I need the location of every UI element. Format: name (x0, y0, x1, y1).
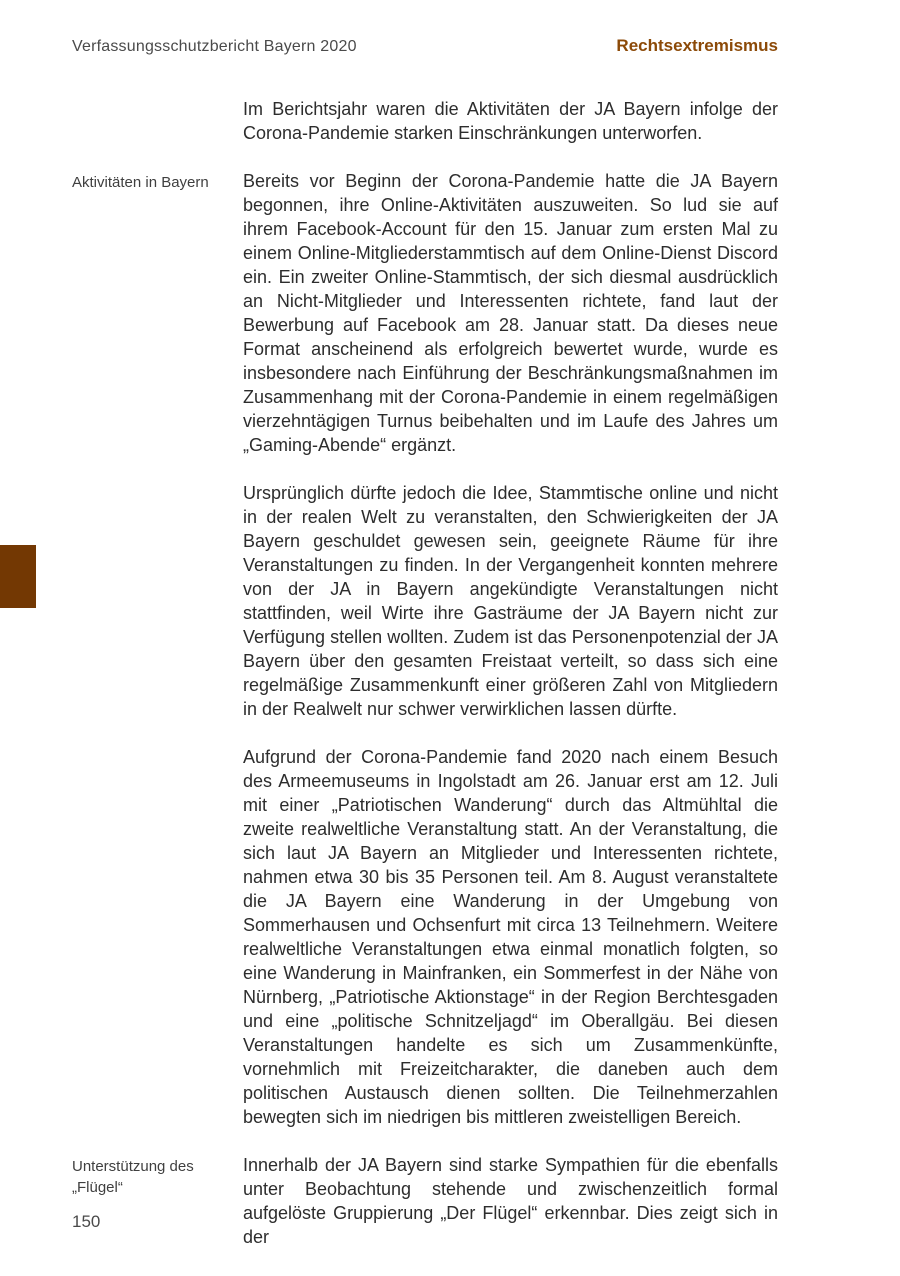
margin-label (72, 745, 243, 1153)
margin-label-fluegel: Unterstützung des „Flügel“ (72, 1158, 194, 1196)
paragraph-block (72, 1153, 778, 1249)
running-header-right: Rechtsextremismus (616, 36, 778, 55)
body-paragraph: Im Berichtsjahr waren die Aktivitäten der JA Bayern infolge der Corona-Pandemie starken Einschränkungen unterworfen. (243, 99, 778, 143)
chapter-tab-marker (0, 545, 36, 608)
running-header (72, 36, 778, 56)
page-body (72, 97, 778, 1249)
paragraph-block (72, 169, 778, 481)
body-paragraph: Ursprünglich dürfte jedoch die Idee, Stammtische online und nicht in der realen Welt zu veranstalten, den Schwierigkeiten der JA Bayern geschuldet gewesen sein, geeignete Räume für ihre Veranstaltungen zu finden. In der Vergangenheit konnten mehrere von der JA in Bayern angekündigte Veranstaltungen nicht stattfinden, weil Wirte ihre Gasträume der JA Bayern nicht zur Verfügung stellen wollten. Zudem ist das Personenpotenzial der JA Bayern über den gesamten Freistaat verteilt, so dass sich eine regelmäßige Zusammenkunft einer größeren Zahl von Mitgliedern in der Realwelt nur schwer verwirklichen lassen dürfte. (243, 483, 778, 719)
paragraph-block (72, 97, 778, 169)
running-header-left: Verfassungsschutzbericht Bayern 2020 (72, 38, 357, 55)
margin-label (72, 481, 243, 745)
margin-label-aktivitaeten: Aktivitäten in Bayern (72, 174, 209, 191)
body-paragraph: Innerhalb der JA Bayern sind starke Sympathien für die ebenfalls unter Beobachtung stehende und zwischenzeitlich formal aufgelöste Gruppierung „Der Flügel“ erkennbar. Dies zeigt sich in der (243, 1155, 778, 1247)
paragraph-block (72, 481, 778, 745)
paragraph-block (72, 745, 778, 1153)
page-number: 150 (72, 1212, 101, 1231)
body-paragraph: Aufgrund der Corona-Pandemie fand 2020 nach einem Besuch des Armeemuseums in Ingolstadt am 26. Januar erst am 12. Juli mit einer „Patriotischen Wanderung“ durch das Altmühltal die zweite realweltliche Veranstaltung statt. An der Veranstaltung, die sich laut JA Bayern an Mitglieder und Interessenten richtete, nahmen etwa 30 bis 35 Personen teil. Am 8. August veranstaltete die JA Bayern eine Wanderung in der Umgebung von Sommerhausen und Ochsenfurt mit circa 13 Teilnehmern. Weitere realweltliche Veranstaltungen etwa einmal monatlich folgten, so eine Wanderung in Mainfranken, ein Sommerfest in der Nähe von Nürnberg, „Patriotische Aktionstage“ in der Region Berchtesgaden und eine „politische Schnitzeljagd“ im Oberallgäu. Bei diesen Veranstaltungen handelte es sich um Zusammenkünfte, vornehmlich mit Freizeitcharakter, die daneben auch dem politischen Austausch dienen sollten. Die Teilnehmerzahlen bewegten sich im niedrigen bis mittleren zweistelligen Bereich. (243, 747, 778, 1127)
body-paragraph: Bereits vor Beginn der Corona-Pandemie hatte die JA Bayern begonnen, ihre Online-Aktivitäten auszuweiten. So lud sie auf ihrem Facebook-Account für den 15. Januar zum ersten Mal zu einem Online-Mitgliederstammtisch auf dem Online-Dienst Discord ein. Ein zweiter Online-Stammtisch, der sich diesmal ausdrücklich an Nicht-Mitglieder und Interessenten richtete, fand laut der Bewerbung auf Facebook am 28. Januar statt. Da dieses neue Format anscheinend als erfolgreich bewertet wurde, wurde es insbesondere nach Einführung der Beschränkungsmaßnahmen im Zusammenhang mit der Corona-Pandemie in einem regelmäßigen vierzehntägigen Turnus beibehalten und im Laufe des Jahres um „Gaming-Abende“ ergänzt. (243, 171, 778, 455)
margin-label (72, 97, 243, 169)
